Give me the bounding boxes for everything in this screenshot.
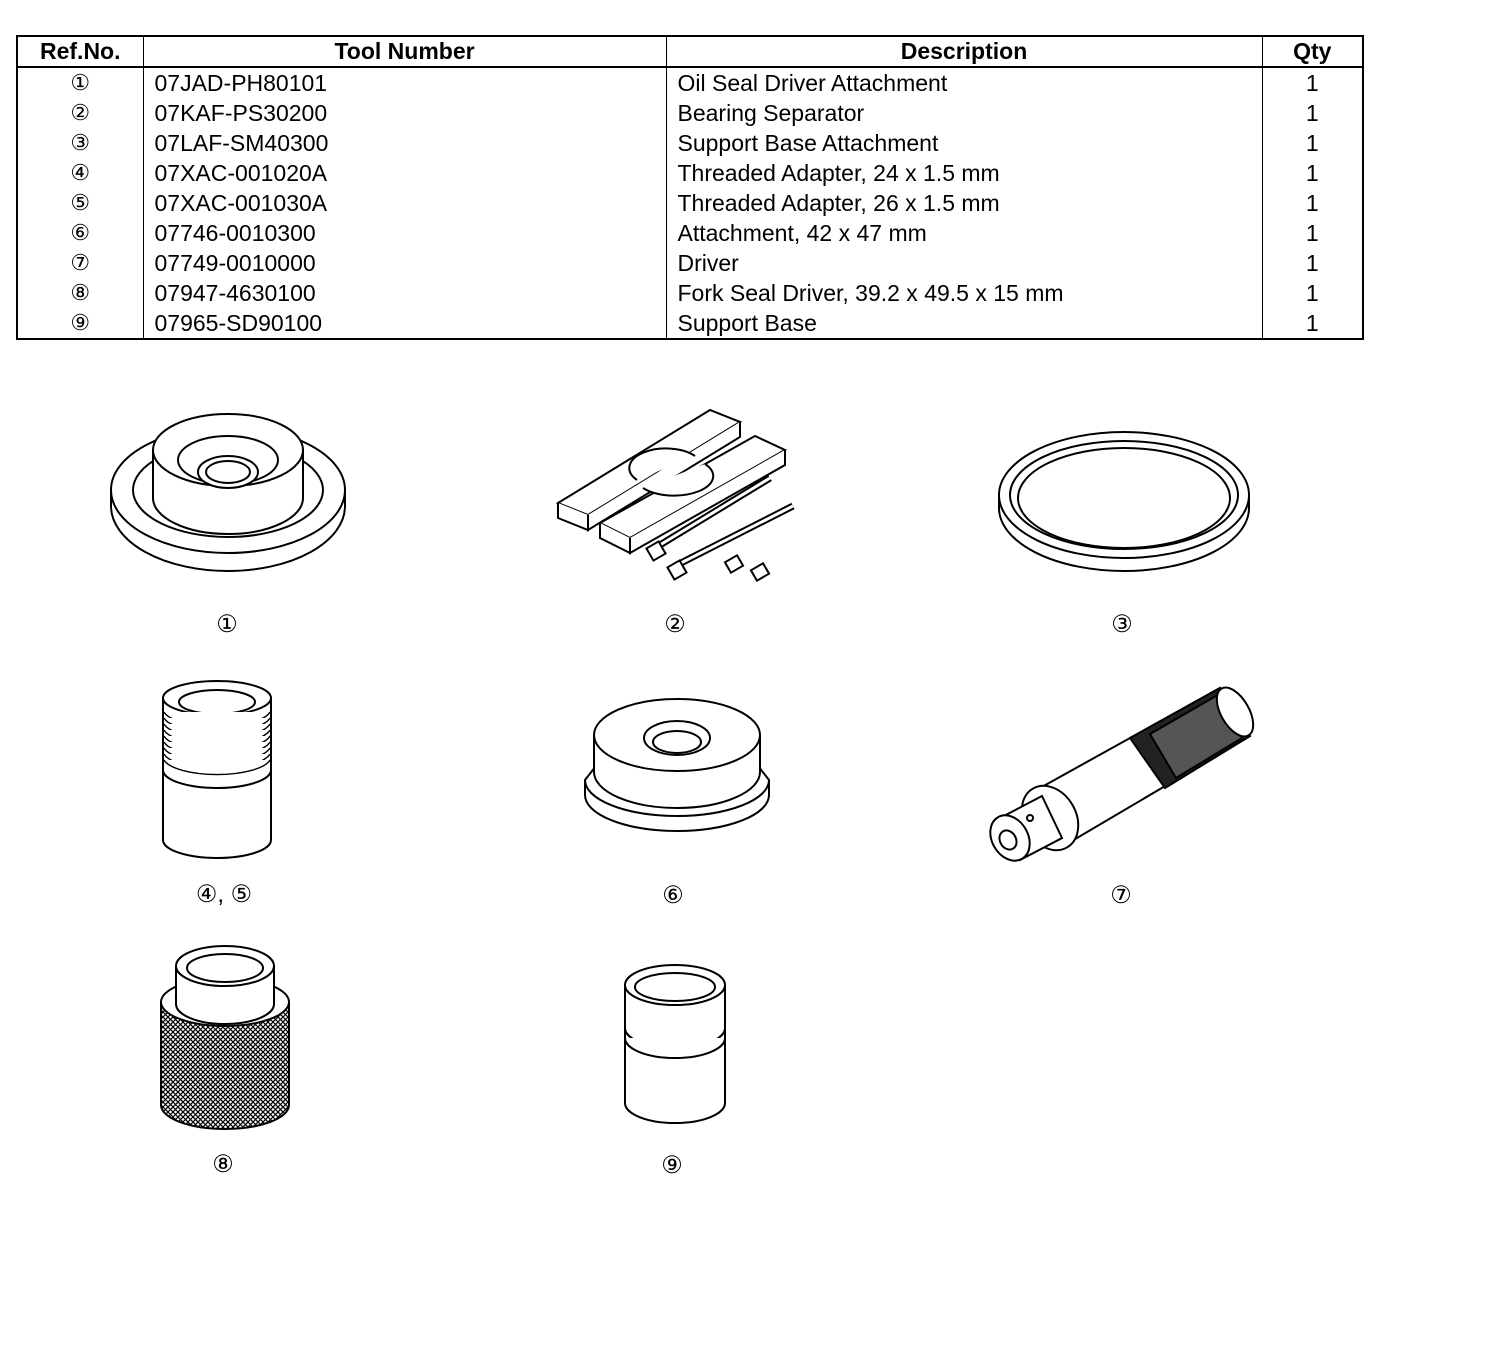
table-row [17, 98, 1363, 128]
ref-no-cell: ⑨ [17, 308, 143, 339]
tool-number-cell: 07947-4630100 [143, 278, 666, 308]
tool-number-cell: 07746-0010300 [143, 218, 666, 248]
figure-support-base [622, 963, 732, 1133]
caption-figure-4-5: ④, ⑤ [195, 881, 253, 908]
qty-cell: 1 [1262, 158, 1363, 188]
caption-figure-7: ⑦ [1110, 882, 1132, 909]
figure-fork-seal-driver [158, 942, 293, 1142]
table-row [17, 128, 1363, 158]
qty-cell: 1 [1262, 218, 1363, 248]
caption-figure-1: ① [216, 611, 238, 638]
header-tool-number: Tool Number [143, 36, 666, 67]
tool-number-cell: 07749-0010000 [143, 248, 666, 278]
ref-no-cell: ④ [17, 158, 143, 188]
caption-figure-8: ⑧ [212, 1151, 234, 1178]
description-cell: Bearing Separator [666, 98, 1262, 128]
qty-cell: 1 [1262, 278, 1363, 308]
ref-no-cell: ⑧ [17, 278, 143, 308]
tool-number-cell: 07XAC-001030A [143, 188, 666, 218]
qty-cell: 1 [1262, 67, 1363, 98]
tool-number-cell: 07LAF-SM40300 [143, 128, 666, 158]
figure-oil-seal-driver-attachment [108, 420, 348, 585]
description-cell: Driver [666, 248, 1262, 278]
figure-driver [980, 678, 1265, 868]
qty-cell: 1 [1262, 98, 1363, 128]
table-row [17, 158, 1363, 188]
figure-threaded-adapter [160, 680, 275, 865]
caption-figure-2: ② [664, 611, 686, 638]
table-row [17, 248, 1363, 278]
table-body [17, 67, 1363, 339]
ref-no-cell: ② [17, 98, 143, 128]
description-cell: Threaded Adapter, 26 x 1.5 mm [666, 188, 1262, 218]
table-row [17, 67, 1363, 98]
figure-bearing-separator [555, 408, 795, 593]
caption-figure-3: ③ [1111, 611, 1133, 638]
qty-cell: 1 [1262, 128, 1363, 158]
description-cell: Support Base [666, 308, 1262, 339]
qty-cell: 1 [1262, 308, 1363, 339]
description-cell: Oil Seal Driver Attachment [666, 67, 1262, 98]
qty-cell: 1 [1262, 188, 1363, 218]
table-row [17, 188, 1363, 218]
special-tools-table [16, 35, 1364, 340]
table-row [17, 308, 1363, 339]
tool-number-cell: 07JAD-PH80101 [143, 67, 666, 98]
description-cell: Fork Seal Driver, 39.2 x 49.5 x 15 mm [666, 278, 1262, 308]
ref-no-cell: ⑦ [17, 248, 143, 278]
table-row [17, 218, 1363, 248]
table-header-row [17, 36, 1363, 67]
ref-no-cell: ⑥ [17, 218, 143, 248]
tool-number-cell: 07XAC-001020A [143, 158, 666, 188]
caption-figure-6: ⑥ [662, 882, 684, 909]
table-row [17, 278, 1363, 308]
header-ref-no: Ref.No. [17, 36, 143, 67]
ref-no-cell: ① [17, 67, 143, 98]
figure-attachment-42x47 [582, 680, 772, 845]
header-description: Description [666, 36, 1262, 67]
description-cell: Support Base Attachment [666, 128, 1262, 158]
tool-number-cell: 07KAF-PS30200 [143, 98, 666, 128]
figure-support-base-attachment [996, 430, 1252, 585]
qty-cell: 1 [1262, 248, 1363, 278]
description-cell: Attachment, 42 x 47 mm [666, 218, 1262, 248]
ref-no-cell: ⑤ [17, 188, 143, 218]
caption-figure-9: ⑨ [661, 1152, 683, 1179]
header-qty: Qty [1262, 36, 1363, 67]
description-cell: Threaded Adapter, 24 x 1.5 mm [666, 158, 1262, 188]
ref-no-cell: ③ [17, 128, 143, 158]
tool-number-cell: 07965-SD90100 [143, 308, 666, 339]
